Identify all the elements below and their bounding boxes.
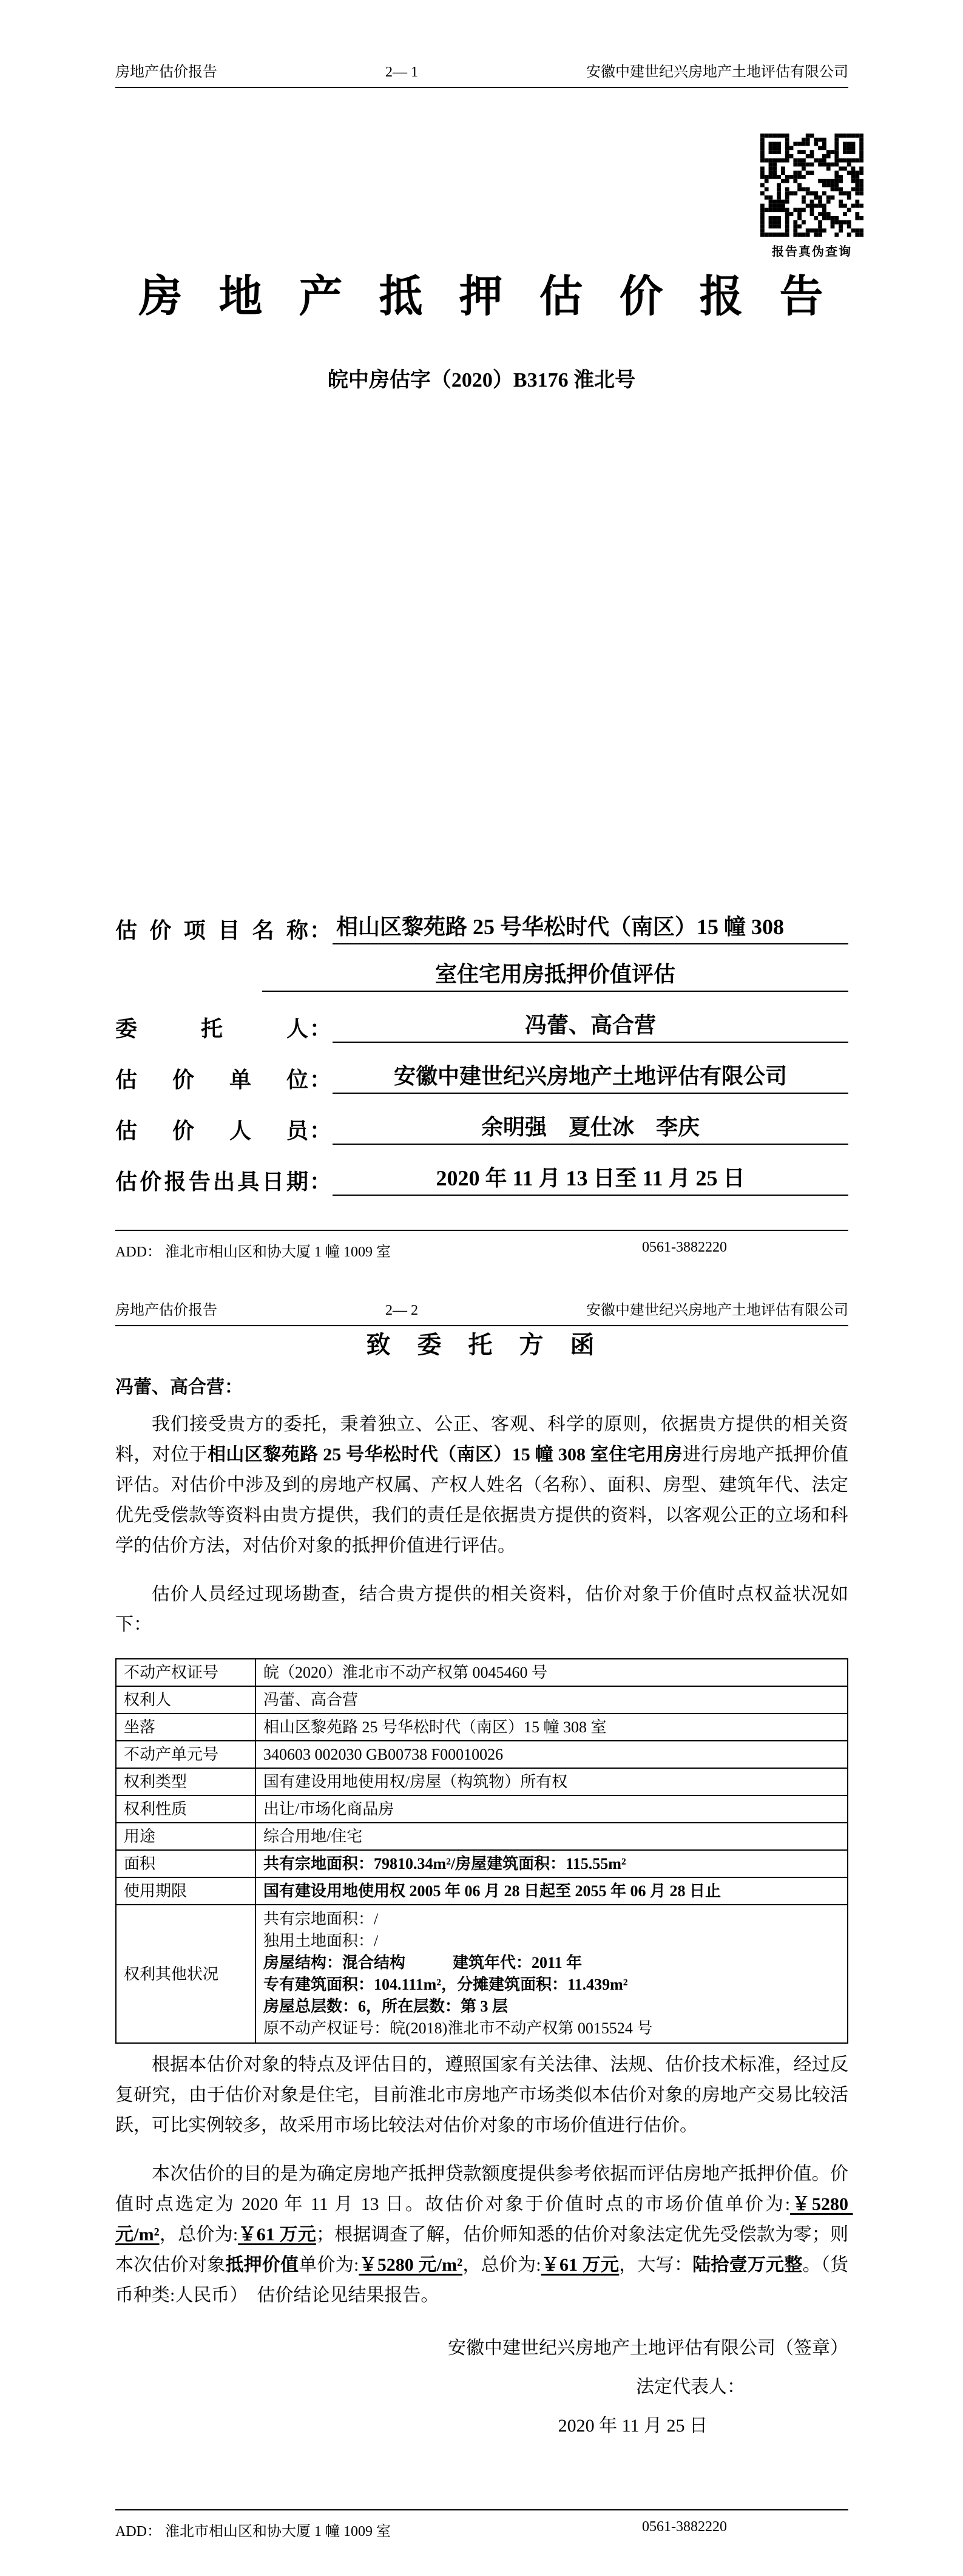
header-company-name: 安徽中建世纪兴房地产土地评估有限公司 <box>586 1303 848 1318</box>
letter-paragraph-survey: 估价人员经过现场勘查，结合贵方提供的相关资料，估价对象于价值时点权益状况如下： <box>115 1584 848 1635</box>
table-cell-label: 权利其他状况 <box>116 1905 255 2043</box>
appraisers-value: 余明强 夏仕冰 李庆 <box>333 1110 848 1145</box>
letter-title: 致 委 托 方 函 <box>366 1331 597 1358</box>
table-row <box>116 1823 848 1850</box>
form-row-project-name-continued <box>262 961 848 992</box>
mortgage-unit-price: ￥5280 元/m² <box>359 2255 463 2275</box>
footer-address: ADD： 淮北市相山区和协大厦 1 幢 1009 室 <box>115 1244 391 1260</box>
table-row <box>116 1713 848 1741</box>
table-cell-label: 用途 <box>116 1823 255 1850</box>
header-doc-type: 房地产估价报告 <box>115 1303 217 1318</box>
table-cell-value: 340603 002030 GB00738 F00010026 <box>255 1741 848 1768</box>
table-cell-value: 综合用地/住宅 <box>255 1823 848 1850</box>
colon: ： <box>309 1170 332 1194</box>
table-cell-value: 冯蕾、高合营 <box>255 1686 848 1713</box>
mortgage-total-price: ￥61 万元 <box>541 2255 620 2275</box>
market-unit-price: ￥5280 元/m² <box>115 2194 853 2245</box>
form-row-agency <box>115 1060 848 1094</box>
letter-body <box>115 1372 853 2446</box>
other-status-line: 独用土地面积：/ <box>263 1932 379 1950</box>
page-footer <box>115 1230 848 1261</box>
table-cell-value: 国有建设用地使用权/房屋（构筑物）所有权 <box>255 1768 848 1795</box>
letter-paragraph-commission <box>115 1409 848 1561</box>
page-header <box>115 59 848 88</box>
report-verification-qr-block <box>760 134 863 259</box>
table-cell-label: 不动产单元号 <box>116 1741 255 1768</box>
header-page-number: 2— 2 <box>385 1303 418 1318</box>
client-label: 委托人 <box>115 1017 308 1041</box>
page-header <box>115 1298 848 1326</box>
text-segment: 本次估价的目的是为确定房地产抵押贷款额度提供参考依据而评估房地产抵押价值。价值时点选定为 2020 年 11 月 13 日。故估价对象于价值时点的市场价值单价为: <box>115 2164 848 2214</box>
page-footer <box>115 2509 848 2540</box>
signature-date: 2020 年 11 月 25 日 <box>558 2416 708 2436</box>
signature-legal-representative: 法定代表人： <box>636 2377 745 2397</box>
table-row <box>116 1905 848 2043</box>
project-name-value-line1: 相山区黎苑路 25 号华松时代（南区）15 幢 308 <box>333 910 848 944</box>
text-segment: 单价为: <box>299 2255 359 2275</box>
signature-block <box>115 2329 848 2446</box>
colon: ： <box>309 918 332 943</box>
text-segment: ，总价为: <box>159 2225 238 2245</box>
text-segment: ，总价为: <box>462 2255 541 2275</box>
table-cell-label: 权利性质 <box>116 1795 255 1823</box>
appraisers-label: 估价人员 <box>115 1119 308 1143</box>
table-row <box>116 1686 848 1713</box>
table-cell-value: 皖（2020）淮北市不动产权第 0045460 号 <box>255 1659 848 1686</box>
table-row <box>116 1877 848 1905</box>
form-row-report-date <box>115 1162 848 1196</box>
letter-to-client-page <box>0 1288 963 2576</box>
footer-address: ADD： 淮北市相山区和协大厦 1 幢 1009 室 <box>115 2524 391 2540</box>
text-segment: 我们接受贵方的委托，秉着独立、公正、客观、科学的原则，依据贵方提供的相关资料，对位于 <box>115 1414 848 1465</box>
report-title: 房 地 产 抵 押 估 价 报 告 <box>138 273 825 321</box>
table-cell-value-multiline <box>255 1905 848 2043</box>
form-row-project-name <box>115 910 848 944</box>
project-name-label: 估价项目名称 <box>115 918 308 943</box>
amount-in-words: 陆拾壹万元整 <box>692 2255 803 2275</box>
other-status-line: 共有宗地面积：/ <box>263 1910 379 1928</box>
letter-paragraph-conclusion <box>115 2159 853 2311</box>
table-row <box>116 1768 848 1795</box>
client-value: 冯蕾、高合营 <box>333 1008 848 1043</box>
agency-value: 安徽中建世纪兴房地产土地评估有限公司 <box>333 1059 848 1094</box>
text-segment: ；根据调查了解，估价师知悉的估价对象法定优先受偿款为零；则本次估价对象 <box>115 2225 849 2275</box>
header-company-name: 安徽中建世纪兴房地产土地评估有限公司 <box>586 64 848 80</box>
letter-salutation: 冯蕾、高合营： <box>115 1377 243 1397</box>
text-segment: 。（货币种类:人民币） 估价结论见结果报告。 <box>115 2255 849 2305</box>
qr-code-icon <box>760 134 863 237</box>
report-date-value: 2020 年 11 月 13 日至 11 月 25 日 <box>333 1161 848 1196</box>
other-status-line: 专有建筑面积：104.111m²，分摊建筑面积：11.439m² <box>263 1976 628 1993</box>
other-status-line: 房屋结构：混合结构 建筑年代：2011 年 <box>263 1954 583 1971</box>
table-row <box>116 1659 848 1686</box>
footer-phone: 0561-3882220 <box>642 1239 727 1255</box>
table-cell-label: 权利类型 <box>116 1768 255 1795</box>
table-cell-value: 国有建设用地使用权 2005 年 06 月 28 日起至 2055 年 06 月 28 日止 <box>255 1877 848 1905</box>
table-cell-label: 坐落 <box>116 1713 255 1741</box>
property-rights-table <box>115 1658 848 2044</box>
agency-label: 估价单位 <box>115 1068 308 1092</box>
colon: ： <box>309 1017 332 1041</box>
table-cell-label: 权利人 <box>116 1686 255 1713</box>
mortgage-value-term: 抵押价值 <box>225 2255 299 2275</box>
table-cell-value: 相山区黎苑路 25 号华松时代（南区）15 幢 308 室 <box>255 1713 848 1741</box>
other-status-line: 原不动产权证号：皖(2018)淮北市不动产权第 0015524 号 <box>263 2019 653 2037</box>
form-row-appraisers <box>115 1111 848 1145</box>
market-total-price: ￥61 万元 <box>238 2225 316 2245</box>
report-date-label: 估价报告出具日期 <box>115 1170 308 1194</box>
table-cell-label: 不动产权证号 <box>116 1659 255 1686</box>
text-segment: ，大写： <box>619 2255 693 2275</box>
subject-property-text: 相山区黎苑路 25 号华松时代（南区）15 幢 308 室住宅用房 <box>208 1445 683 1465</box>
table-cell-label: 使用期限 <box>116 1877 255 1905</box>
other-status-line: 房屋总层数：6，所在层数：第 3 层 <box>263 1998 509 2015</box>
table-cell-value: 出让/市场化商品房 <box>255 1795 848 1823</box>
table-row <box>116 1795 848 1823</box>
qr-caption: 报告真伪查询 <box>772 245 852 259</box>
table-row <box>116 1850 848 1877</box>
project-name-value-line2: 室住宅用房抵押价值评估 <box>262 957 848 992</box>
cover-form <box>115 910 848 1213</box>
form-row-client <box>115 1009 848 1043</box>
table-cell-value: 共有宗地面积：79810.34m²/房屋建筑面积：115.55m² <box>255 1850 848 1877</box>
header-doc-type: 房地产估价报告 <box>115 64 217 80</box>
text-segment: 进行房地产抵押价值评估。对估价中涉及到的房地产权属、产权人姓名（名称）、面积、房型、建筑年代、法定优先受偿款等资料由贵方提供，我们的责任是依据贵方提供的资料，以客观公正的立场和科学的估价方法，对估价对象的抵押价值进行评估。 <box>115 1445 849 1556</box>
colon: ： <box>309 1068 332 1092</box>
table-row <box>116 1741 848 1768</box>
report-document-number: 皖中房估字（2020）B3176 淮北号 <box>327 369 636 391</box>
table-cell-label: 面积 <box>116 1850 255 1877</box>
signature-company: 安徽中建世纪兴房地产土地评估有限公司（签章） <box>448 2338 848 2358</box>
letter-paragraph-method: 根据本估价对象的特点及评估目的，遵照国家有关法律、法规、估价技术标准，经过反复研究，由于估价对象是住宅，目前淮北市房地产市场类似本估价对象的房地产交易比较活跃，可比实例较多，故采用市场比较法对估价对象的市场价值进行估价。 <box>115 2055 848 2135</box>
header-page-number: 2— 1 <box>385 64 418 80</box>
colon: ： <box>309 1119 332 1143</box>
footer-phone: 0561-3882220 <box>642 2519 727 2535</box>
